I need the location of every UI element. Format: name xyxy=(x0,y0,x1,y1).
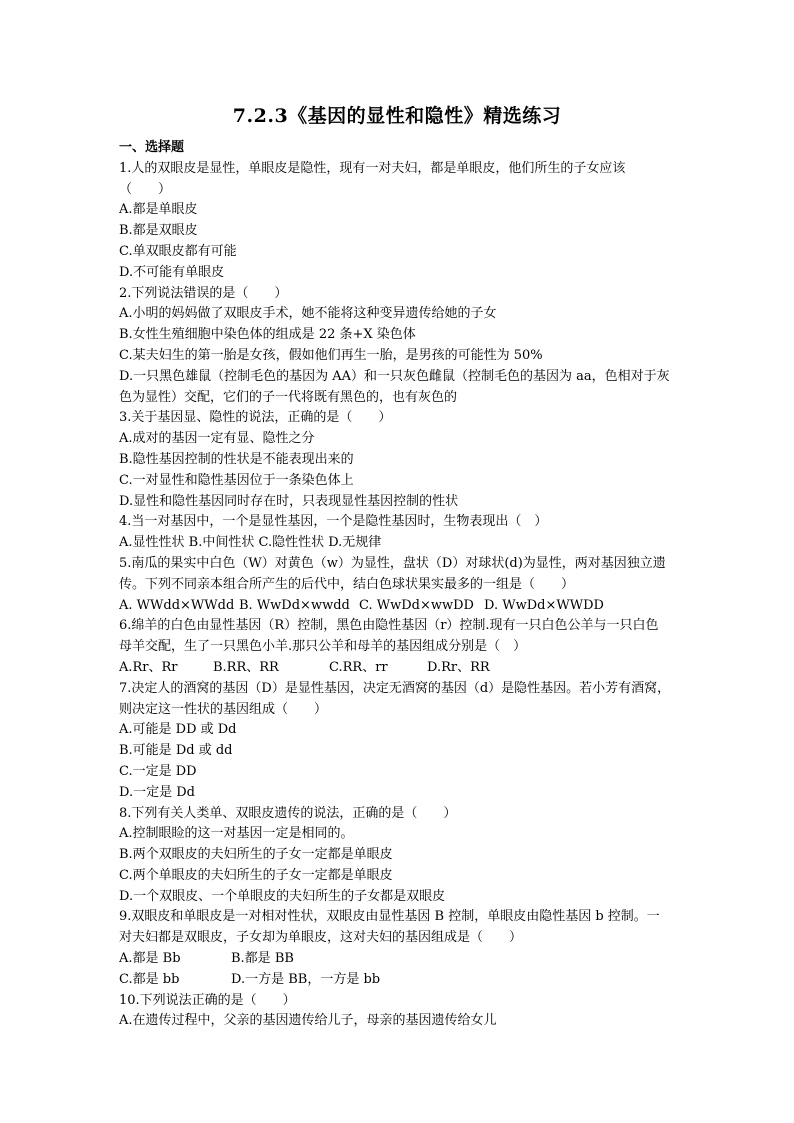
question-9-stem: 9.双眼皮和单眼皮是一对相对性状，双眼皮由显性基因 B 控制，单眼皮由隐性基因 b 控制。一 xyxy=(119,909,660,925)
question-3-stem: 3.关于基因显、隐性的说法，正确的是（ ） xyxy=(119,410,392,426)
question-7-option-c: C.一定是 DD xyxy=(119,763,197,779)
question-9-options-row-2 xyxy=(119,970,699,991)
question-7-option-b: B.可能是 Dd 或 dd xyxy=(119,743,233,759)
question-1-option-b: B.都是双眼皮 xyxy=(119,223,198,239)
question-1-option-a: A.都是单眼皮 xyxy=(119,202,198,218)
question-9-option-b: B.都是 BB xyxy=(231,951,294,967)
question-1-stem-cont: （ ） xyxy=(119,181,172,197)
question-6-option-b: B.RR、RR xyxy=(213,659,279,675)
question-8-option-a: A.控制眼睑的这一对基因一定是相同的。 xyxy=(119,826,354,842)
question-5-option-a: A. WWdd×WWdd xyxy=(119,597,235,613)
question-2-option-a: A.小明的妈妈做了双眼皮手术，她不能将这种变异遗传给她的子女 xyxy=(119,306,497,322)
question-1-option-d: D.不可能有单眼皮 xyxy=(119,264,225,280)
question-5-option-c: C. WwDd×wwDD xyxy=(359,597,474,613)
question-10-option-a: A.在遗传过程中，父亲的基因遗传给儿子，母亲的基因遗传给女儿 xyxy=(119,1013,497,1029)
question-2-option-c: C.某夫妇生的第一胎是女孩，假如他们再生一胎，是男孩的可能性为 50% xyxy=(119,347,543,363)
question-3-option-a: A.成对的基因一定有显、隐性之分 xyxy=(119,431,315,447)
question-1-stem: 1.人的双眼皮是显性，单眼皮是隐性，现有一对夫妇，都是单眼皮，他们所生的子女应该 xyxy=(119,160,626,176)
question-6-option-a: A.Rr、Rr xyxy=(119,659,178,675)
question-6-options xyxy=(119,658,699,679)
question-8-stem: 8.下列有关人类单、双眼皮遗传的说法，正确的是（ ） xyxy=(119,805,457,821)
question-7-stem-cont: 则决定这一性状的基因组成（ ） xyxy=(119,701,328,717)
question-2-option-d: D.一只黑色雄鼠（控制毛色的基因为 AA）和一只灰色雌鼠（控制毛色的基因为 aa，色相对于灰 xyxy=(119,368,670,384)
question-list xyxy=(119,138,699,1032)
question-6-option-c: C.RR、rr xyxy=(329,659,388,675)
question-6-option-d: D.Rr、RR xyxy=(427,659,490,675)
question-4-options: A.显性性状 B.中间性状 C.隐性性状 D.无规律 xyxy=(119,535,382,551)
question-8-option-b: B.两个双眼皮的夫妇所生的子女一定都是单眼皮 xyxy=(119,847,393,863)
question-5-option-d: D. WwDd×WWDD xyxy=(484,597,604,613)
question-1-option-c: C.单双眼皮都有可能 xyxy=(119,243,237,259)
page-title: 7.2.3《基因的显性和隐性》精选练习 xyxy=(232,105,562,127)
question-6-stem: 6.绵羊的白色由显性基因（R）控制，黑色由隐性基因（r）控制.现有一只白色公羊与一只白色 xyxy=(119,618,659,634)
question-6-stem-cont: 母羊交配，生了一只黑色小羊.那只公羊和母羊的基因组成分别是（ ） xyxy=(119,639,527,655)
question-10-stem: 10.下列说法正确的是（ ） xyxy=(119,992,296,1008)
question-3-option-b: B.隐性基因控制的性状是不能表现出来的 xyxy=(119,451,354,467)
question-8-option-c: C.两个单眼皮的夫妇所生的子女一定都是单眼皮 xyxy=(119,867,393,883)
question-9-option-a: A.都是 Bb xyxy=(119,951,181,967)
question-4-stem: 4.当一对基因中，一个是显性基因，一个是隐性基因时，生物表现出（ ） xyxy=(119,514,548,530)
section-heading: 一、选择题 xyxy=(119,140,185,155)
question-2-option-b: B.女性生殖细胞中染色体的组成是 22 条+X 染色体 xyxy=(119,327,416,343)
question-9-stem-cont: 对夫妇都是双眼皮，子女却为单眼皮，这对夫妇的基因组成是（ ） xyxy=(119,930,523,946)
question-2-option-d-cont: 色为显性）交配，它们的子一代将既有黑色的，也有灰色的 xyxy=(119,389,458,405)
question-7-option-d: D.一定是 Dd xyxy=(119,784,195,800)
question-7-option-a: A.可能是 DD 或 Dd xyxy=(119,722,237,738)
question-9-option-c: C.都是 bb xyxy=(119,971,180,987)
question-2-stem: 2.下列说法错误的是（ ） xyxy=(119,285,288,301)
question-5-stem: 5.南瓜的果实中白色（W）对黄色（w）为显性，盘状（D）对球状(d)为显性，两对基因独立遗 xyxy=(119,555,666,571)
question-5-stem-cont: 传。下列不同亲本组合所产生的后代中，结白色球状果实最多的一组是（ ） xyxy=(119,576,575,592)
question-3-option-d: D.显性和隐性基因同时存在时，只表现显性基因控制的性状 xyxy=(119,493,459,509)
question-9-options-row-1 xyxy=(119,949,699,970)
question-8-option-d: D.一个双眼皮、一个单眼皮的夫妇所生的子女都是双眼皮 xyxy=(119,888,446,904)
question-7-stem: 7.决定人的酒窝的基因（D）是显性基因，决定无酒窝的基因（d）是隐性基因。若小芳有酒窝， xyxy=(119,680,671,696)
question-5-options xyxy=(119,596,699,617)
question-3-option-c: C.一对显性和隐性基因位于一条染色体上 xyxy=(119,472,354,488)
question-9-option-d: D.一方是 BB，一方是 bb xyxy=(231,971,381,987)
question-5-option-b: B. WwDd×wwdd xyxy=(239,597,350,613)
